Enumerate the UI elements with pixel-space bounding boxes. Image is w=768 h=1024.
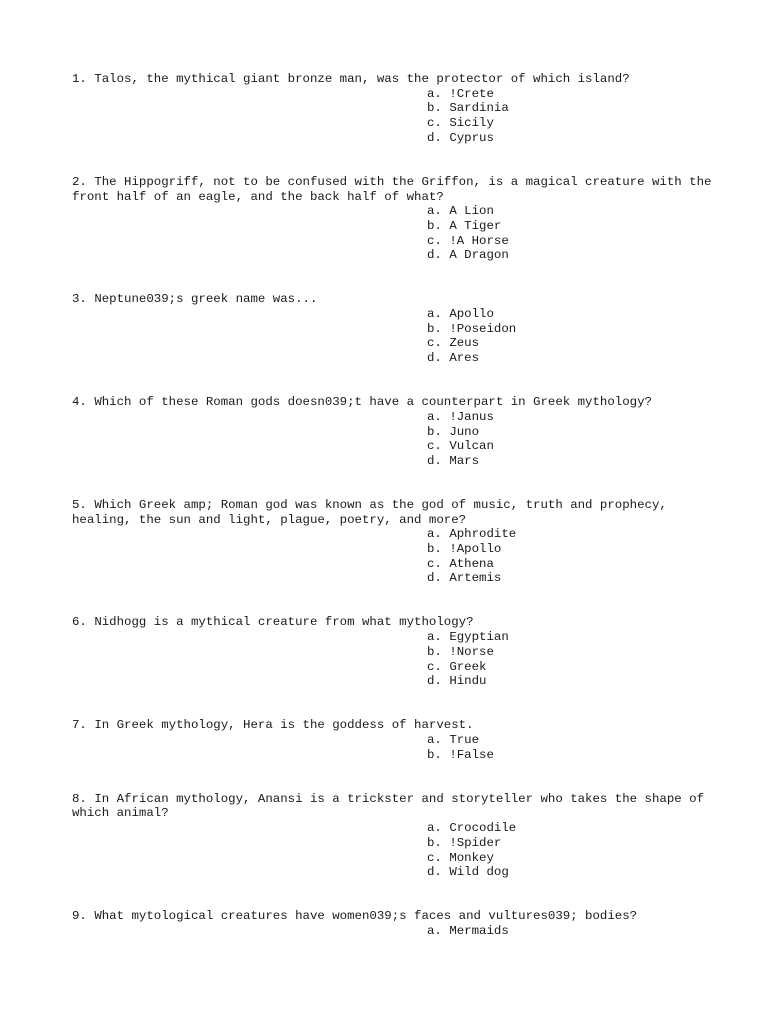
question-prompt: Which Greek amp; Roman god was known as the god of music, truth and prophecy, healing, the sun and light, plague, poetry, and more?: [72, 497, 675, 527]
question-prompt: Which of these Roman gods doesn039;t have a counterpart in Greek mythology?: [94, 395, 652, 410]
option-letter: a.: [427, 204, 442, 219]
question-text: [72, 72, 712, 87]
question-prompt: In Greek mythology, Hera is the goddess of harvest.: [94, 718, 474, 733]
option-text: A Lion: [449, 204, 494, 219]
option-letter: b.: [427, 321, 442, 336]
option-text: Hindu: [449, 674, 487, 689]
answer-option: [427, 851, 712, 866]
question-number: 5.: [72, 497, 87, 512]
question-number: 4.: [72, 395, 87, 410]
question-1: [72, 72, 712, 146]
option-letter: c.: [427, 116, 442, 131]
spacer: [72, 146, 712, 175]
spacer: [72, 469, 712, 498]
option-text: Sicily: [449, 116, 494, 131]
answer-option: [427, 248, 712, 263]
answer-option: [427, 836, 712, 851]
question-3: [72, 292, 712, 366]
option-letter: a.: [427, 527, 442, 542]
option-letter: a.: [427, 630, 442, 645]
option-letter: b.: [427, 542, 442, 557]
answer-option: [427, 733, 712, 748]
question-number: 1.: [72, 72, 87, 86]
answer-option: [427, 336, 712, 351]
answer-option: [427, 219, 712, 234]
answer-option: [427, 660, 712, 675]
option-text: Egyptian: [449, 630, 509, 645]
option-text: !Norse: [449, 644, 494, 659]
answer-option: [427, 204, 712, 219]
answer-options: [72, 821, 712, 880]
option-text: Apollo: [449, 307, 494, 322]
answer-option: [427, 527, 712, 542]
spacer: [72, 366, 712, 395]
answer-option: [427, 307, 712, 322]
option-text: Artemis: [449, 571, 502, 586]
option-text: !False: [449, 747, 494, 762]
question-text: [72, 498, 712, 527]
answer-option: [427, 351, 712, 366]
question-prompt: The Hippogriff, not to be confused with the Griffon, is a magical creature with the front half of an eagle, and the back half of what?: [72, 174, 719, 204]
option-letter: d.: [427, 453, 442, 468]
option-text: Aphrodite: [449, 527, 517, 542]
option-text: !Spider: [449, 835, 502, 850]
question-text: [72, 792, 712, 821]
option-text: Mars: [449, 453, 480, 468]
question-number: 3.: [72, 292, 87, 307]
option-text: !Crete: [449, 86, 494, 101]
answer-option: [427, 454, 712, 469]
question-prompt: What mytological creatures have women039;s faces and vultures039; bodies?: [94, 909, 638, 924]
option-text: True: [449, 732, 480, 747]
answer-options: [72, 307, 712, 366]
spacer: [72, 586, 712, 615]
option-text: Crocodile: [449, 821, 517, 836]
option-text: !A Horse: [449, 233, 509, 248]
answer-options: [72, 924, 712, 939]
quiz-document: [72, 72, 719, 939]
question-number: 8.: [72, 791, 87, 806]
question-text: [72, 292, 712, 307]
answer-options: [72, 733, 712, 762]
option-letter: a.: [427, 923, 442, 938]
option-letter: d.: [427, 865, 442, 880]
question-9: [72, 909, 712, 938]
answer-option: [427, 439, 712, 454]
option-letter: a.: [427, 821, 442, 836]
option-letter: a.: [427, 86, 442, 101]
option-text: Vulcan: [449, 439, 494, 454]
option-text: Juno: [449, 424, 480, 439]
option-text: Wild dog: [449, 865, 509, 880]
option-letter: c.: [427, 233, 442, 248]
answer-option: [427, 630, 712, 645]
option-letter: a.: [427, 732, 442, 747]
option-letter: a.: [427, 409, 442, 424]
answer-option: [427, 542, 712, 557]
answer-option: [427, 674, 712, 689]
answer-option: [427, 234, 712, 249]
option-text: Sardinia: [449, 101, 509, 116]
question-4: [72, 395, 712, 469]
answer-options: [72, 87, 712, 146]
question-text: [72, 174, 719, 204]
option-text: A Dragon: [449, 248, 509, 263]
spacer: [72, 689, 712, 718]
answer-option: [427, 116, 712, 131]
option-letter: b.: [427, 835, 442, 850]
option-text: Cyprus: [449, 130, 494, 145]
answer-option: [427, 322, 712, 337]
question-6: [72, 615, 712, 689]
answer-option: [427, 557, 712, 572]
answer-option: [427, 748, 712, 763]
option-text: Zeus: [449, 336, 480, 351]
answer-option: [427, 645, 712, 660]
question-7: [72, 718, 712, 762]
answer-options: [72, 204, 712, 263]
option-letter: b.: [427, 747, 442, 762]
option-letter: d.: [427, 351, 442, 366]
answer-options: [72, 630, 712, 689]
question-number: 9.: [72, 909, 87, 924]
question-prompt: Neptune039;s greek name was...: [94, 292, 318, 307]
question-number: 6.: [72, 615, 87, 630]
option-text: !Janus: [449, 409, 494, 424]
option-letter: d.: [427, 130, 442, 145]
question-prompt: Talos, the mythical giant bronze man, was the protector of which island?: [94, 72, 630, 86]
option-letter: b.: [427, 644, 442, 659]
option-text: Ares: [449, 351, 480, 366]
option-letter: c.: [427, 850, 442, 865]
option-letter: d.: [427, 571, 442, 586]
question-8: [72, 792, 712, 880]
option-text: Monkey: [449, 850, 494, 865]
option-letter: d.: [427, 674, 442, 689]
answer-option: [427, 425, 712, 440]
question-number: 7.: [72, 718, 87, 733]
option-text: !Apollo: [449, 542, 502, 557]
option-letter: c.: [427, 556, 442, 571]
option-text: Athena: [449, 556, 494, 571]
spacer: [72, 762, 712, 791]
answer-option: [427, 87, 712, 102]
question-prompt: Nidhogg is a mythical creature from what mythology?: [94, 615, 474, 630]
answer-option: [427, 865, 712, 880]
option-letter: b.: [427, 424, 442, 439]
answer-option: [427, 131, 712, 146]
option-text: A Tiger: [449, 218, 502, 233]
option-letter: c.: [427, 659, 442, 674]
option-letter: b.: [427, 101, 442, 116]
answer-option: [427, 571, 712, 586]
question-prompt: In African mythology, Anansi is a trickster and storyteller who takes the shape of which animal?: [72, 791, 712, 821]
question-2: [72, 174, 719, 263]
question-text: [72, 909, 712, 924]
option-letter: d.: [427, 248, 442, 263]
option-text: Greek: [449, 659, 487, 674]
question-text: [72, 718, 712, 733]
question-text: [72, 395, 712, 410]
answer-option: [427, 101, 712, 116]
spacer: [72, 263, 712, 292]
answer-option: [427, 410, 712, 425]
question-number: 2.: [72, 174, 87, 189]
option-letter: c.: [427, 439, 442, 454]
spacer: [72, 880, 712, 909]
question-5: [72, 498, 712, 586]
option-text: !Poseidon: [449, 321, 517, 336]
answer-option: [427, 821, 712, 836]
option-letter: b.: [427, 218, 442, 233]
option-letter: c.: [427, 336, 442, 351]
question-text: [72, 615, 712, 630]
option-text: Mermaids: [449, 923, 509, 938]
option-letter: a.: [427, 307, 442, 322]
answer-options: [72, 527, 712, 586]
answer-option: [427, 924, 712, 939]
answer-options: [72, 410, 712, 469]
